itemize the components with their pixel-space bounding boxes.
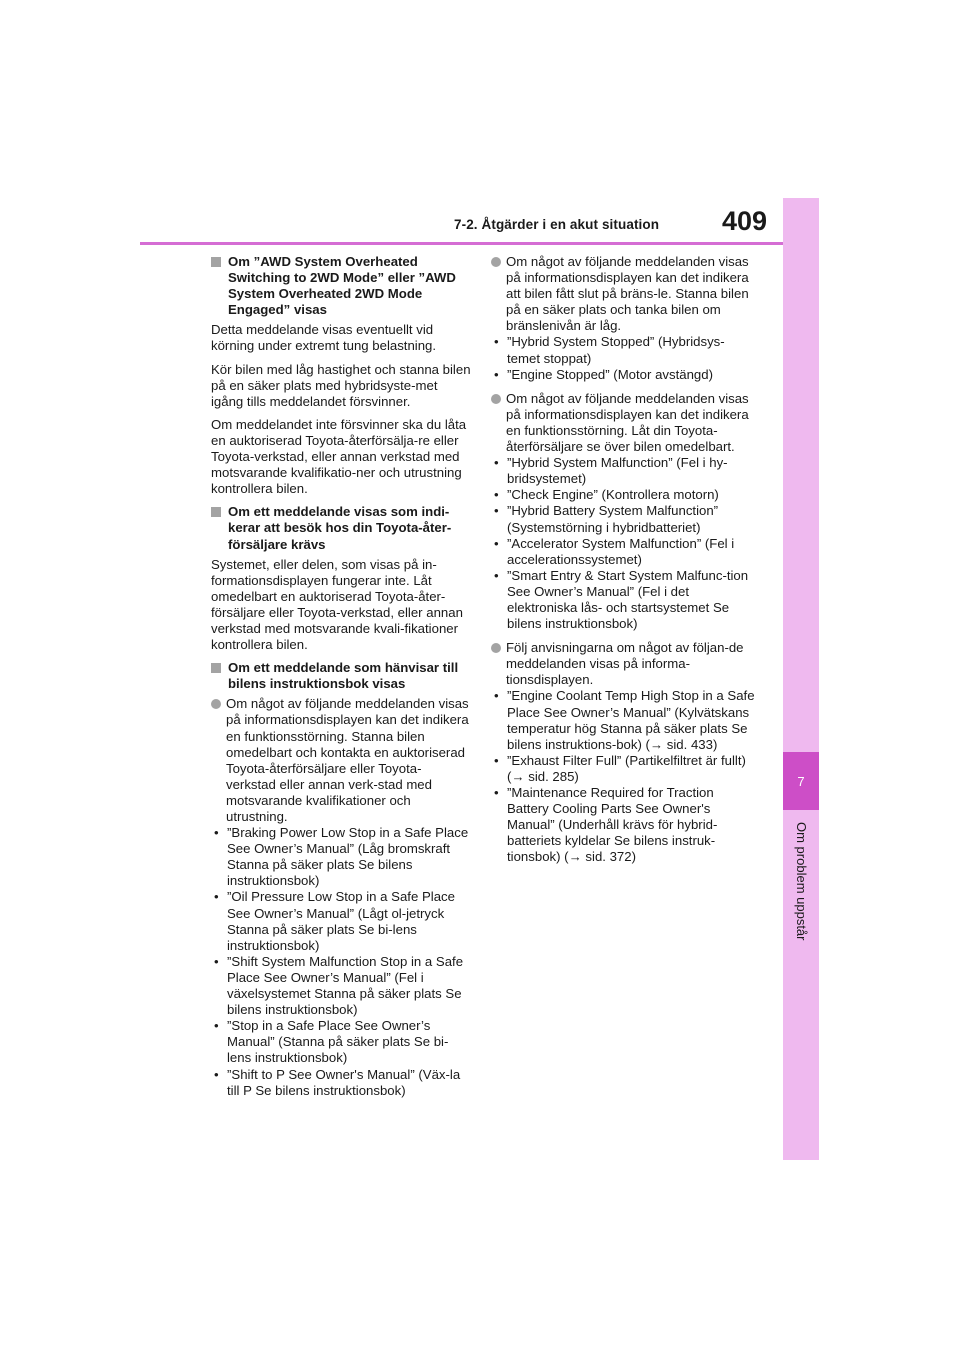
list-item-text: ”Hybrid Battery System Malfunction” (Systemstörning i hybridbatteriet) [507,503,719,535]
right-column [491,254,757,873]
heading-text: Om ett meddelande visas som indi-kerar att besök hos din Toyota-åter-försäljare krävs [228,504,452,552]
list-item: • ”Hybrid System Malfunction” (Fel i hy-bridsystemet) [494,455,728,487]
list-item: • ”Shift System Malfunction Stop in a Safe Place See Owner’s Manual” (Fel i växelsystemet Stanna på säker plats Se bilens instruktionsbok) [214,953,464,1018]
left-column [211,254,471,1107]
page-number: 409 [722,206,768,236]
list-item: • ”Exhaust Filter Full” (Partikelfiltret är fullt) (→ sid. 285) [494,752,746,784]
list-item-text: ”Stop in a Safe Place See Owner’s Manual” (Stanna på säker plats Se bi-lens instruktionsbok) [227,1018,449,1066]
list-item-text: ”Exhaust Filter Full” (Partikelfiltret är fullt) (→ sid. 285) [507,752,746,784]
chapter-number-box [783,752,819,810]
list-item-text: ”Hybrid System Stopped” (Hybridsys-temet stoppat) [507,334,725,366]
circle-bullet-icon [491,257,501,267]
list-item: • ”Oil Pressure Low Stop in a Safe Place See Owner’s Manual” (Lågt ol-jetryck Stanna på säker plats Se bi-lens instruktionsbok) [214,889,455,953]
section-title: 7-2. Åtgärder i en akut situation [454,217,660,232]
list-item: • ”Check Engine” (Kontrollera motorn) [494,487,719,503]
list-item-text: ”Check Engine” (Kontrollera motorn) [507,487,719,503]
note-block [491,640,757,865]
list-item: • ”Hybrid Battery System Malfunction” (Systemstörning i hybridbatteriet) [494,503,719,535]
list-item-text: ”Braking Power Low Stop in a Safe Place See Owner’s Manual” (Låg bromskraft Stanna på säker plats Se bilens instruktionsbok) [227,825,469,889]
message-list [211,825,471,1099]
note-block [211,696,471,1098]
list-item: • ”Shift to P See Owner's Manual” (Väx-la till P Se bilens instruktionsbok) [214,1066,461,1098]
list-item-text: ”Shift to P See Owner's Manual” (Väx-la till P Se bilens instruktionsbok) [227,1066,461,1098]
chapter-title: Om problem uppstår [794,822,809,941]
square-bullet-icon [211,663,221,673]
header-rule [140,242,783,245]
list-item: • ”Smart Entry & Start System Malfunc-tion See Owner’s Manual” (Fel i det elektroniska lås- och startsystemet Se bilens instruktionsbok) [494,567,749,632]
note-text: Om något av följande meddelanden visas på informationsdisplayen kan det indikera en funktionsstörning. Stanna bilen omedelbart och kontakta en auktoriserad Toyota-återförsäljare eller Toyota-verkstad eller annan verk-stad med motsvarande kvalifikationer och utrustning. [226,696,469,824]
note-text: Följ anvisningarna om något av följan-de meddelanden visas på informa-tionsdisplayen. [506,640,744,688]
list-item: • ”Accelerator System Malfunction” (Fel i accelerationssystemet) [494,535,735,567]
circle-note [491,254,757,334]
list-item: • ”Hybrid System Stopped” (Hybridsys-temet stoppat) [494,334,725,366]
list-item-text: ”Shift System Malfunction Stop in a Safe Place See Owner’s Manual” (Fel i växelsystemet Stanna på säker plats Se bilens instruktionsbok) [227,953,464,1018]
note-text: Om något av följande meddelanden visas på informationsdisplayen kan det indikera en funktionsstörning. Låt din Toyota-återförsäljare se över bilen omedelbart. [506,390,749,455]
paragraph: Detta meddelande visas eventuellt vid körning under extremt tung belastning. [211,322,437,354]
list-item: • ”Engine Stopped” (Motor avstängd) [494,366,713,382]
circle-bullet-icon [491,394,501,404]
chapter-side-tab [783,198,819,1160]
paragraph: Kör bilen med låg hastighet och stanna bilen på en säker plats med hybridsyste-met igång tills meddelandet försvinner. [211,361,471,409]
circle-bullet-icon [491,643,501,653]
list-item-text: ”Maintenance Required for Traction Battery Cooling Parts See Owner's Manual” (Underhåll krävs för hybrid-batteriets kyldelar Se bilens instruk-tionsbok) (→ sid. 372) [507,785,718,865]
list-item-text: ”Hybrid System Malfunction” (Fel i hy-bridsystemet) [507,455,728,487]
chapter-number: 7 [797,773,805,789]
list-item-text: ”Smart Entry & Start System Malfunc-tion See Owner’s Manual” (Fel i det elektroniska lås- och startsystemet Se bilens instruktionsbok) [507,567,749,632]
list-item-text: ”Oil Pressure Low Stop in a Safe Place See Owner’s Manual” (Lågt ol-jetryck Stanna på säker plats Se bi-lens instruktionsbok) [227,889,455,953]
section-heading [211,660,471,692]
message-list [491,688,757,865]
square-bullet-icon [211,507,221,517]
section-heading [211,254,471,318]
circle-note [491,640,757,688]
circle-note [491,391,757,455]
note-block [491,254,757,383]
list-item: • ”Stop in a Safe Place See Owner’s Manual” (Stanna på säker plats Se bi-lens instruktionsbok) [214,1018,449,1066]
circle-note [211,696,471,825]
note-block [491,391,757,632]
list-item: • ”Maintenance Required for Traction Battery Cooling Parts See Owner's Manual” (Underhåll krävs för hybrid-batteriets kyldelar Se bilens instruk-tionsbok) (→ sid. 372) [494,785,718,865]
list-item-text: ”Engine Stopped” (Motor avstängd) [507,366,713,382]
heading-text: Om ett meddelande som hänvisar till bilens instruktionsbok visas [228,660,459,692]
square-bullet-icon [211,257,221,267]
list-item-text: ”Accelerator System Malfunction” (Fel i accelerationssystemet) [507,535,735,567]
list-item-text: ”Engine Coolant Temp High Stop in a Safe Place See Owner’s Manual” (Kylvätskans temperatur hög Stanna på säker plats Se bilens instruktions-bok) (→ sid. 433) [507,688,755,752]
circle-bullet-icon [211,699,221,709]
paragraph: Om meddelandet inte försvinner ska du låta en auktoriserad Toyota-återförsälja-re eller Toyota-verkstad, eller annan verkstad med motsvarande kvalifikatio-ner och utrustning kontrollera bilen. [211,416,467,497]
message-list [491,334,757,382]
heading-text: Om ”AWD System Overheated Switching to 2WD Mode” eller ”AWD System Overheated 2WD Mode Engaged” visas [228,254,456,318]
message-list [491,455,757,632]
list-item: • ”Braking Power Low Stop in a Safe Place See Owner’s Manual” (Låg bromskraft Stanna på säker plats Se bilens instruktionsbok) [214,825,469,889]
note-text: Om något av följande meddelanden visas på informationsdisplayen kan det indikera att bilen fått slut på bräns-le. Stanna bilen på en säker plats och tanka bilen om bränslenivån är låg. [506,254,749,334]
list-item: • ”Engine Coolant Temp High Stop in a Safe Place See Owner’s Manual” (Kylvätskans temperatur hög Stanna på säker plats Se bilens instruktions-bok) (→ sid. 433) [494,688,755,752]
paragraph: Systemet, eller delen, som visas på in-formationsdisplayen fungerar inte. Låt omedelbart en auktoriserad Toyota-åter-försäljare eller Toyota-verkstad, eller annan verkstad med motsvarande kvali-fikationer kontrollera bilen. [211,556,463,653]
section-heading [211,504,471,552]
